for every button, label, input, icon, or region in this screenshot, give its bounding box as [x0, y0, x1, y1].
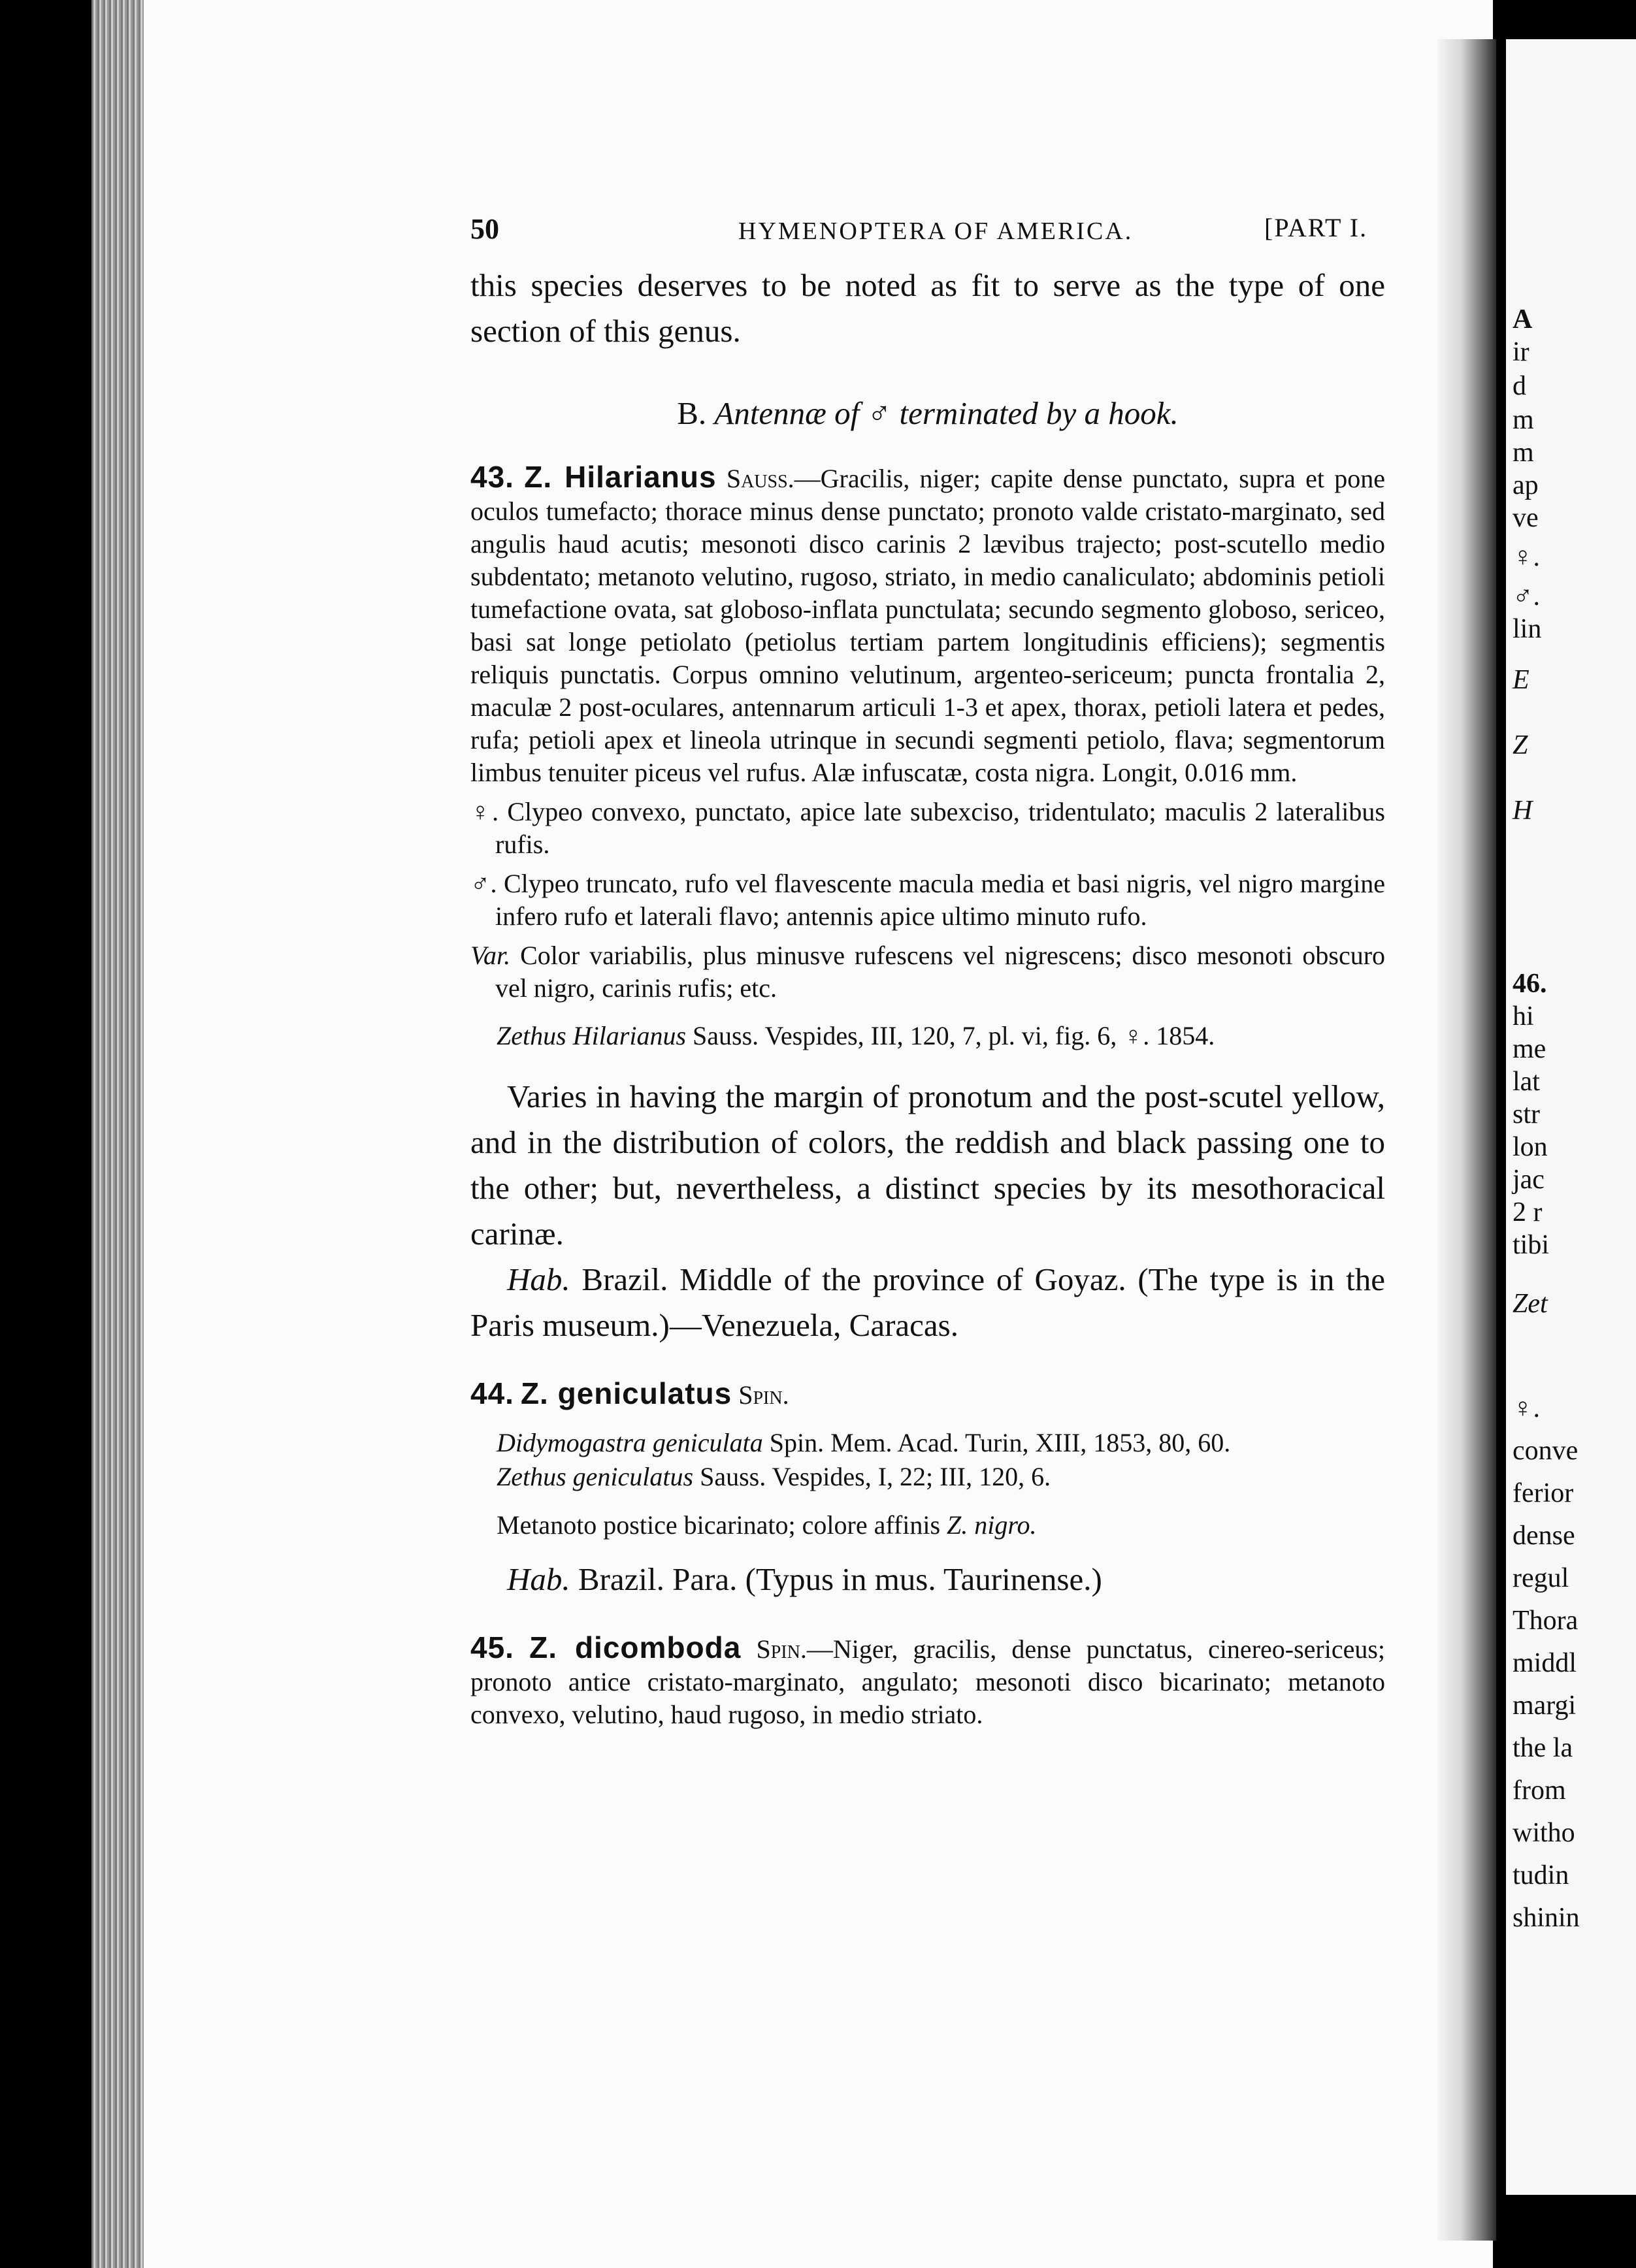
species-44-note	[470, 1508, 1385, 1542]
facing-line: dense	[1513, 1521, 1575, 1551]
facing-line: d	[1513, 371, 1526, 401]
species-name: Z. geniculatus	[520, 1376, 732, 1410]
facing-line: 46.	[1513, 969, 1547, 999]
species-number: 43.	[470, 460, 514, 494]
facing-line: ap	[1513, 470, 1539, 500]
subsection-letter: B.	[677, 395, 707, 431]
habitat-text: Brazil. Para. (Typus in mus. Taurinense.)	[578, 1561, 1102, 1597]
facing-line: ♀.	[1513, 1393, 1540, 1423]
facing-line: lon	[1513, 1132, 1548, 1162]
page-content	[470, 202, 1385, 1731]
species-description-text: —Gracilis, niger; capite dense punctato, supra et pone oculos tumefacto; thorace minus dense punctato; pronoto valde cristato-marginato, sed angulis haud acutis; mesonoti disco carinis 2 lævibus trajecto; post-scutello medio subdentato; metanoto velutino, rugoso, striato, in medio canaliculato; abdominis petioli tumefactione ovata, sat globoso-inflata punctulata; secundo segmento globoso, sericeo, basi sat longe petiolato (petiolus tertiam partem longitudinis efficiens); segmentis reliquis punctatis. Corpus omnino velutinum, argenteo-sericeum; puncta frontalia 2, maculæ 2 post-oculares, antennarum articuli 1-3 et apex, thorax, petioli latera et pedes, rufa; petioli apex et lineola utrinque in secundi segmenti petiolo, flava; segmentorum limbus tenuiter piceus vel rufus. Alæ infuscatæ, costa nigra. Longit, 0.016 mm.	[470, 464, 1386, 787]
species-43-remarks: Varies in having the margin of pronotum and the post-scutel yellow, and in the distribution of colors, the reddish and black passing one to the other; but, nevertheless, a distinct species by its mesothoracical carinæ.	[470, 1078, 1385, 1252]
facing-line: ferior	[1513, 1478, 1574, 1508]
habitat-label: Hab.	[507, 1561, 570, 1597]
variety-label: Var.	[470, 941, 511, 970]
species-number: 45.	[470, 1630, 514, 1664]
facing-line: H	[1513, 796, 1533, 826]
facing-line: m	[1513, 405, 1534, 435]
page-edges	[91, 0, 144, 2268]
facing-line: jac	[1513, 1165, 1545, 1195]
species-description-text: —Niger, gracilis, dense punctatus, cinereo-sericeus; pronoto antice cristato-marginato, angulato; mesonoti disco bicarinato; metanoto convexo, velutino, haud rugoso, in medio striato.	[470, 1634, 1386, 1729]
subsection-heading	[470, 395, 1385, 432]
facing-line: str	[1513, 1099, 1540, 1129]
facing-line: hi	[1513, 1001, 1534, 1031]
species-44-reference-1	[470, 1426, 1385, 1460]
male-description: ♂. Clypeo truncato, rufo vel flavescente macula media et basi nigris, vel nigro margine infero rufo et laterali flavo; antennis apice ultimo minuto rufo.	[470, 869, 1385, 931]
habitat-text: Brazil. Middle of the province of Goyaz. (The type is in the Paris museum.)—Venezuela, Caracas.	[470, 1261, 1385, 1343]
note-text: Metanoto postice bicarinato; colore affinis	[497, 1510, 941, 1540]
facing-line: ve	[1513, 503, 1539, 533]
facing-line: regul	[1513, 1563, 1569, 1593]
species-author: Spin.	[738, 1380, 789, 1410]
species-44-habitat	[470, 1557, 1385, 1602]
facing-line: A	[1513, 304, 1533, 334]
species-44-reference-2	[470, 1460, 1385, 1494]
facing-line: conve	[1513, 1436, 1579, 1466]
part-label: [PART I.	[1264, 213, 1368, 242]
facing-line: E	[1513, 665, 1530, 695]
habitat-label: Hab.	[507, 1261, 570, 1297]
facing-line: Z	[1513, 730, 1528, 760]
facing-line: ♀.	[1513, 542, 1540, 572]
facing-line: middl	[1513, 1648, 1577, 1678]
facing-line: Thora	[1513, 1606, 1579, 1636]
running-title: HYMENOPTERA OF AMERICA.	[738, 218, 1134, 245]
species-number: 44.	[470, 1376, 514, 1410]
facing-line: Zet	[1513, 1289, 1548, 1319]
reference-text: Spin. Mem. Acad. Turin, XIII, 1853, 80, 60.	[769, 1428, 1231, 1457]
facing-line: tibi	[1513, 1230, 1550, 1260]
variety-note	[470, 939, 1385, 1005]
facing-line: the la	[1513, 1733, 1573, 1763]
facing-line: 2 r	[1513, 1197, 1543, 1227]
facing-line: lat	[1513, 1067, 1540, 1097]
species-45-description	[470, 1631, 1385, 1731]
facing-line: margi	[1513, 1691, 1577, 1721]
page-number: 50	[470, 213, 499, 245]
variety-text: Color variabilis, plus minusve rufescens vel nigrescens; disco mesonoti obscuro vel nigro, carinis rufis; etc.	[495, 941, 1386, 1003]
intro-paragraph: this species deserves to be noted as fit to serve as the type of one section of this genus.	[470, 267, 1385, 349]
note-species: Z. nigro.	[947, 1510, 1037, 1540]
facing-line: lin	[1513, 614, 1542, 644]
species-author: Sauss.	[726, 464, 794, 493]
facing-page	[1506, 39, 1636, 2195]
species-43-habitat	[470, 1257, 1385, 1348]
reference-text: Sauss. Vespides, III, 120, 7, pl. vi, fig. 6, ♀. 1854.	[693, 1021, 1215, 1050]
facing-line: witho	[1513, 1818, 1575, 1848]
facing-line: ♂.	[1513, 581, 1540, 611]
reference-genus: Didymogastra geniculata	[497, 1428, 763, 1457]
facing-line: tudin	[1513, 1860, 1569, 1890]
page-header	[470, 202, 1385, 248]
reference-text: Sauss. Vespides, I, 22; III, 120, 6.	[700, 1462, 1051, 1491]
facing-line: from	[1513, 1775, 1566, 1806]
facing-line: m	[1513, 438, 1534, 468]
facing-line: shinin	[1513, 1903, 1580, 1933]
book-gutter	[1437, 39, 1496, 2241]
species-name: Z. Hilarianus	[524, 460, 717, 494]
facing-line: ir	[1513, 337, 1530, 367]
subsection-title: Antennæ of ♂ terminated by a hook.	[714, 395, 1179, 431]
facing-line: me	[1513, 1034, 1546, 1064]
female-description: ♀. Clypeo convexo, punctato, apice late subexciso, tridentulato; maculis 2 lateralibus rufis.	[470, 797, 1385, 859]
species-name: Z. dicomboda	[529, 1630, 742, 1664]
species-43-reference	[470, 1019, 1385, 1053]
species-43-description	[470, 461, 1385, 789]
reference-genus: Zethus geniculatus	[497, 1462, 694, 1491]
species-author: Spin.	[756, 1634, 807, 1664]
reference-genus: Zethus Hilarianus	[497, 1021, 687, 1050]
species-44-heading	[470, 1377, 1385, 1412]
